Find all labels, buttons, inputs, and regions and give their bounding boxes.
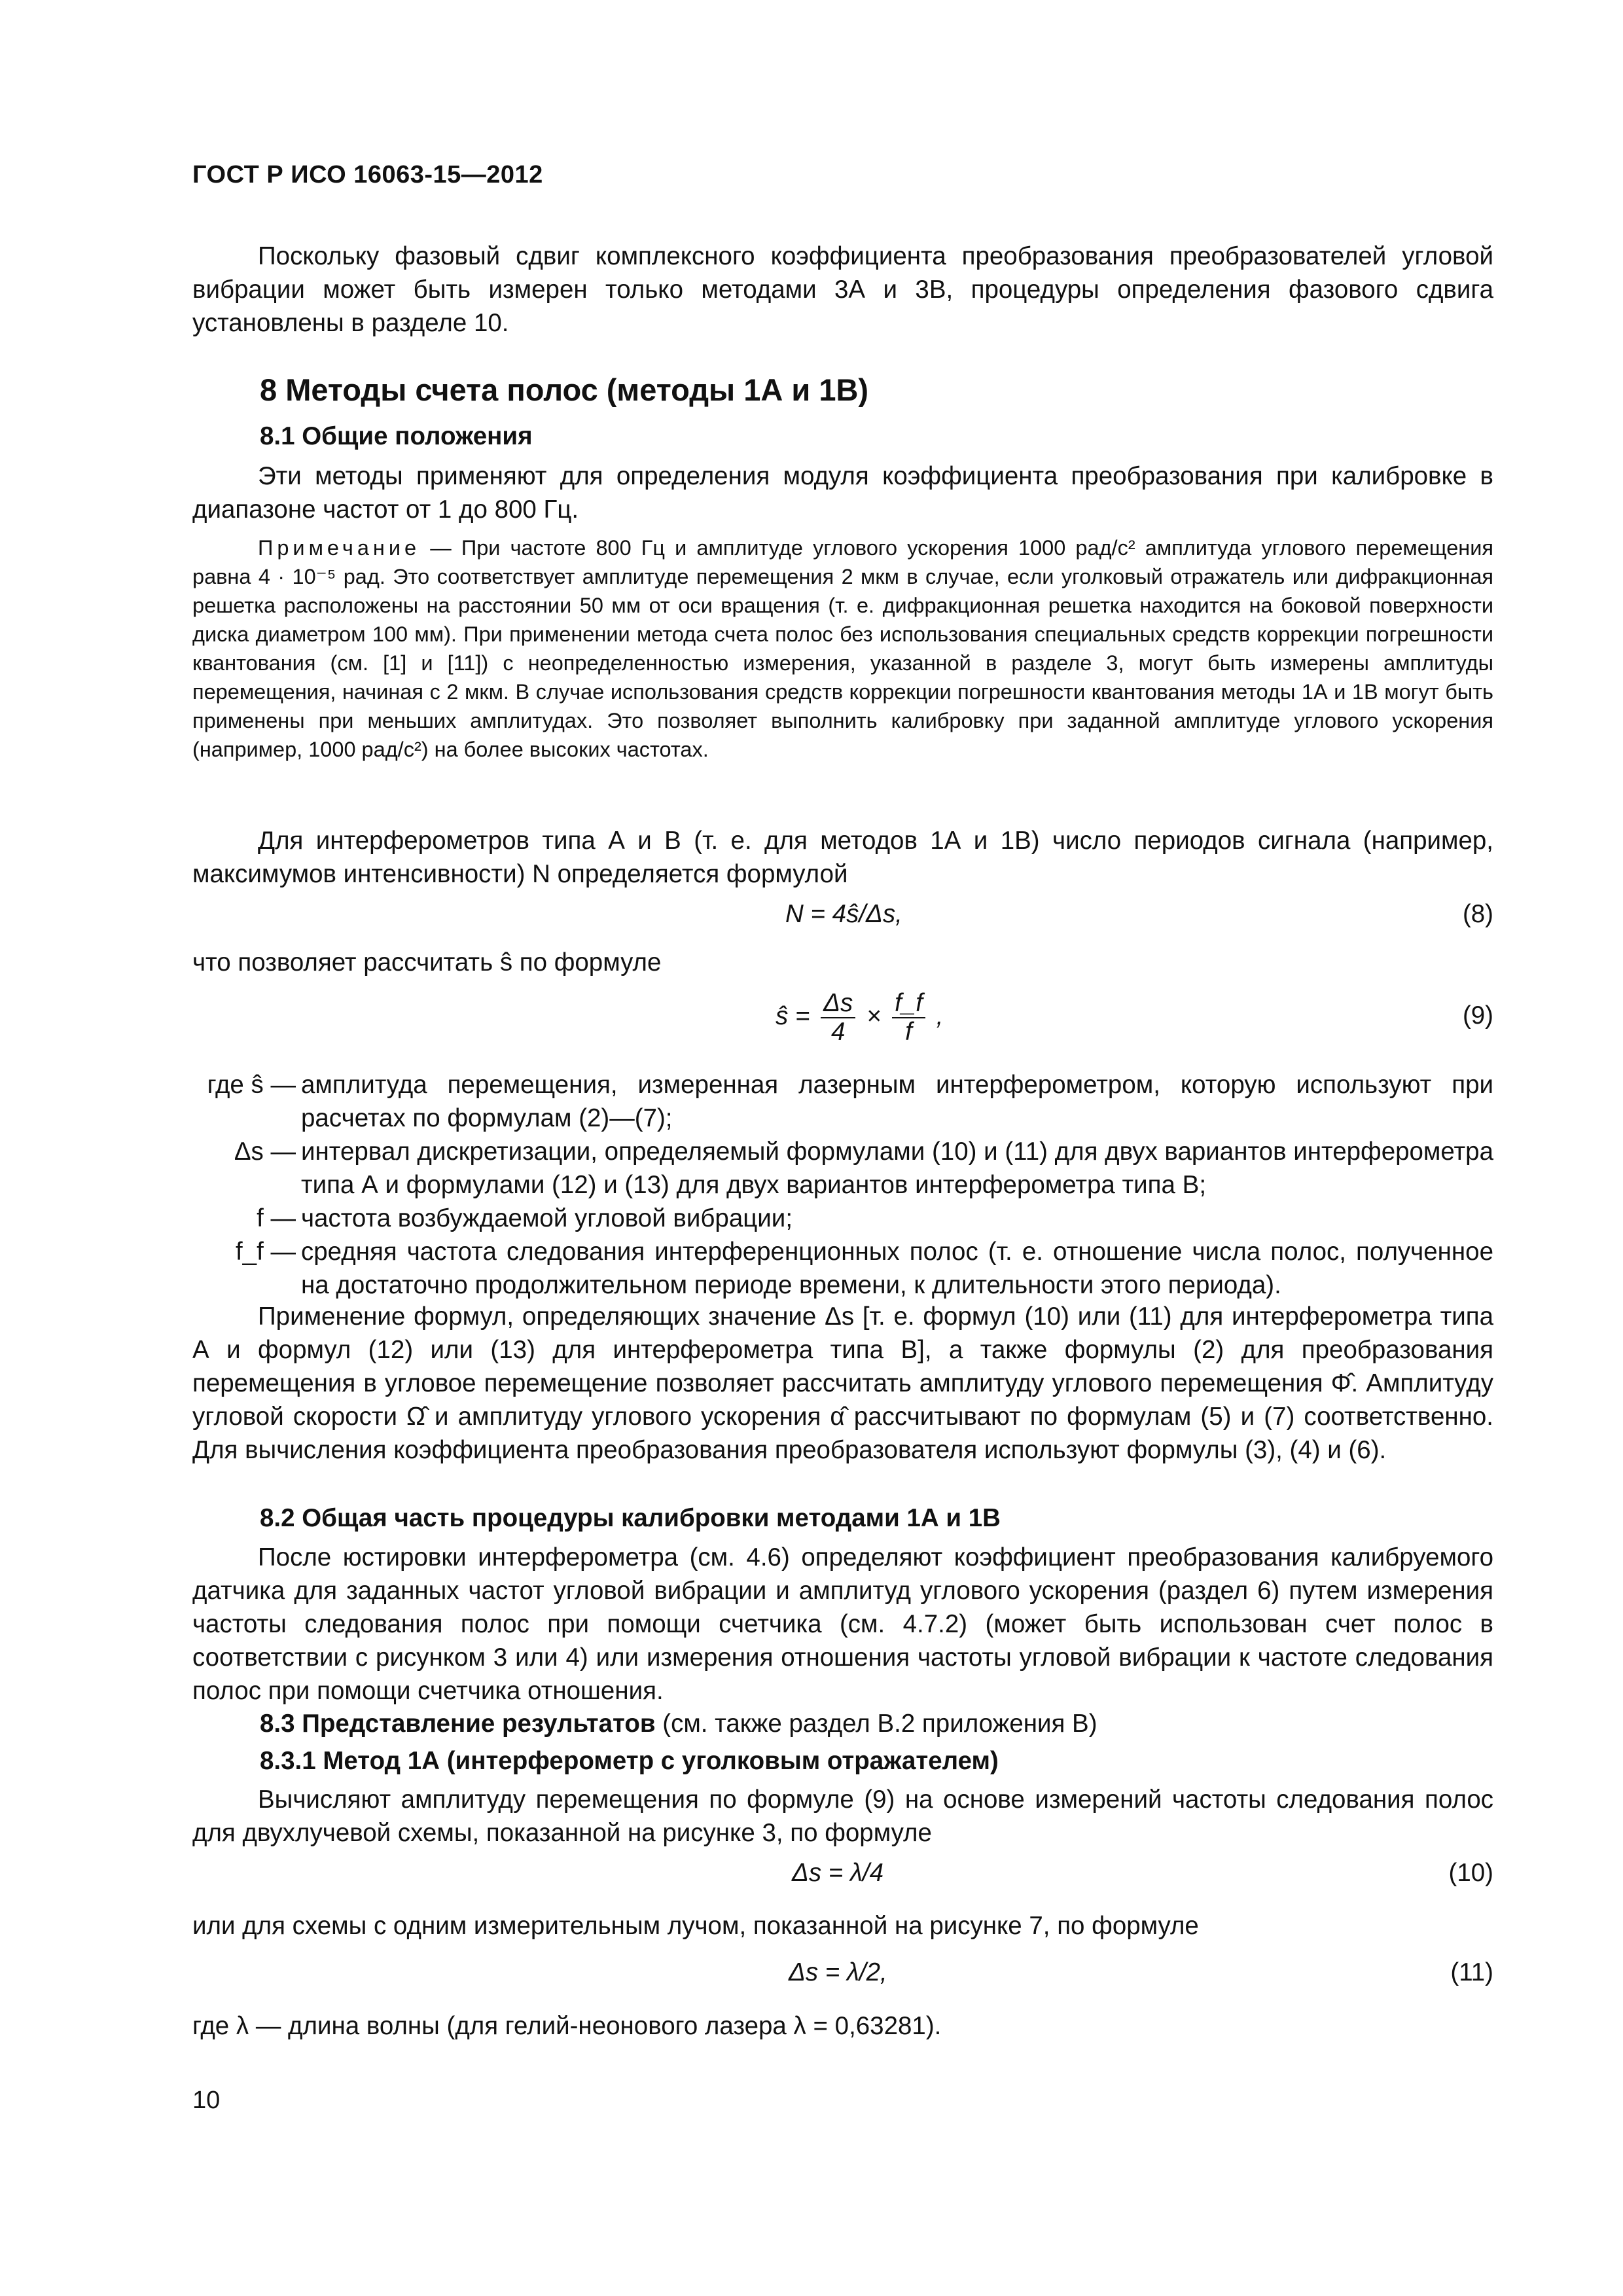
definition-row [192,1135,1493,1202]
equation-9-numerator-2: f_f [892,990,925,1018]
definition-text: средняя частота следования интерференционных полос (т. е. отношение числа полос, полученное на достаточно продолжительном периоде времени, к длительности этого периода). [301,1238,1493,1299]
equation-9-denominator-1: 4 [830,1018,846,1046]
section-8-3-1-heading: 8.3.1 Метод 1А (интерферометр с уголковым отражателем) [260,1747,999,1775]
equation-9-denominator-2: f [905,1018,912,1046]
definition-row [192,1235,1493,1302]
calc-paragraph: что позволяет рассчитать ŝ по формуле [192,948,662,977]
section-8-3-suffix: (см. также раздел В.2 приложения В) [655,1710,1097,1738]
definition-row [192,1202,1493,1235]
equation-8-number: (8) [1462,900,1493,928]
equation-8: N = 4ŝ/Δs, [785,900,902,928]
equation-9-number: (9) [1462,1001,1493,1030]
equation-9-numerator-1: Δs [821,990,855,1018]
where-word: где [207,1071,244,1099]
section-8-3-1-text: Вычисляют амплитуду перемещения по формуле (9) на основе измерений частоты следования полос для двухлучевой схемы, показанной на рисунке 3, по формуле [192,1785,1493,1847]
definition-symbol: Δs — [234,1138,296,1166]
equation-9 [776,990,943,1046]
definition-symbol: f_f — [235,1238,296,1266]
page-number: 10 [192,2087,221,2114]
definition-text: амплитуда перемещения, измеренная лазерным интерферометром, которую используют при расчетах по формулам (2)—(7); [301,1071,1493,1132]
section-8-1-heading: 8.1 Общие положения [260,422,533,450]
section-8-heading: 8 Методы счета полос (методы 1А и 1В) [260,372,869,407]
equation-9-fraction-2 [892,990,925,1046]
section-8-1-text: Эти методы применяют для определения модуля коэффициента преобразования при калибровке в диапазоне частот от 1 до 800 Гц. [192,462,1493,524]
equation-11-number: (11) [1450,1958,1493,1986]
equation-9-lhs: ŝ = [776,1002,810,1031]
intro-paragraph: Поскольку фазовый сдвиг комплексного коэффициента преобразования преобразователей угловой вибрации может быть измерен только методами 3А и 3В, процедуры определения фазового сдвига установлены в разделе 10. [192,242,1493,337]
equation-10-number: (10) [1448,1859,1493,1887]
note-label: Примечание [258,536,421,560]
equation-11: Δs = λ/2, [789,1958,887,1986]
section-8-2-text: После юстировки интерферометра (см. 4.6) определяют коэффициент преобразования калибруемого датчика для заданных частот угловой вибрации и амплитуд углового ускорения (раздел 6) путем измерения частоты следования полос при помощи счетчика (см. 4.7.2) (может быть использован счет полос в соответствии с рисунком 3 или 4) или измерения отношения частоты угловой вибрации к частоте следования полос при помощи счетчика отношения. [192,1543,1493,1705]
definition-text: интервал дискретизации, определяемый формулами (10) и (11) для двух вариантов интерферометра типа А и формулами (12) и (13) для двух вариантов интерферометра типа В; [301,1138,1493,1199]
definition-text: частота возбуждаемой угловой вибрации; [301,1204,793,1232]
note-text: — При частоте 800 Гц и амплитуде углового ускорения 1000 рад/с² амплитуда углового перемещения равна 4 · 10⁻⁵ рад. Это соответствует амплитуде перемещения 2 мкм в случае, если уголковый отражатель или дифракционная решетка расположены на расстоянии 50 мм от оси вращения (т. е. дифракционная решетка находится на боковой поверхности диска диаметром 100 мм). При применении метода счета полос без использования специальных средств коррекции погрешности квантования (см. [1] и [11]) с неопределенностью измерения, указанной в разделе 3, могут быть измерены амплитуды перемещения, начиная с 2 мкм. В случае использования средств коррекции погрешности квантования методы 1А и 1В могут быть применены при меньших амплитудах. Это позволяет выполнить калибровку при заданной амплитуде углового ускорения (например, 1000 рад/с²) на более высоких частотах. [192,536,1493,761]
application-paragraph: Применение формул, определяющих значение Δs [т. е. формул (10) или (11) для интерферометра типа А и формул (12) или (13) для интерферометра типа В], а также формулы (2) для преобразования перемещения в угловое перемещение позволяет рассчитать амплитуду углового перемещения Φ̂. Амплитуду угловой скорости Ω̂ и амплитуду углового ускорения α̂ рассчитывают по формулам (5) и (7) соответственно. Для вычисления коэффициента преобразования преобразователя используют формулы (3), (4) и (6). [192,1302,1493,1464]
definition-symbol-text: ŝ — [251,1071,296,1099]
definition-symbol: f — [257,1204,296,1232]
section-8-3-heading: 8.3 Представление результатов [260,1710,656,1738]
document-header: ГОСТ Р ИСО 16063-15—2012 [192,161,543,188]
definitions-list [192,1068,1493,1302]
equation-10: Δs = λ/4 [792,1859,884,1887]
equation-9-tail: , [936,1002,944,1031]
equation-9-times: × [866,1002,882,1031]
section-8-2-heading: 8.2 Общая часть процедуры калибровки методами 1А и 1В [260,1504,1001,1532]
note-block [192,533,1493,764]
definition-symbol [192,1068,301,1135]
interferometer-paragraph: Для интерферометров типа А и В (т. е. для методов 1А и 1В) число периодов сигнала (например, максимумов интенсивности) N определяется формулой [192,827,1493,888]
wavelength-paragraph: где λ — длина волны (для гелий-неонового лазера λ = 0,63281). [192,2012,942,2040]
single-beam-paragraph: или для схемы с одним измерительным лучом, показанной на рисунке 7, по формуле [192,1912,1199,1940]
definition-row [192,1068,1493,1135]
equation-9-fraction-1 [821,990,855,1046]
section-8-3-heading-line [260,1710,1097,1738]
